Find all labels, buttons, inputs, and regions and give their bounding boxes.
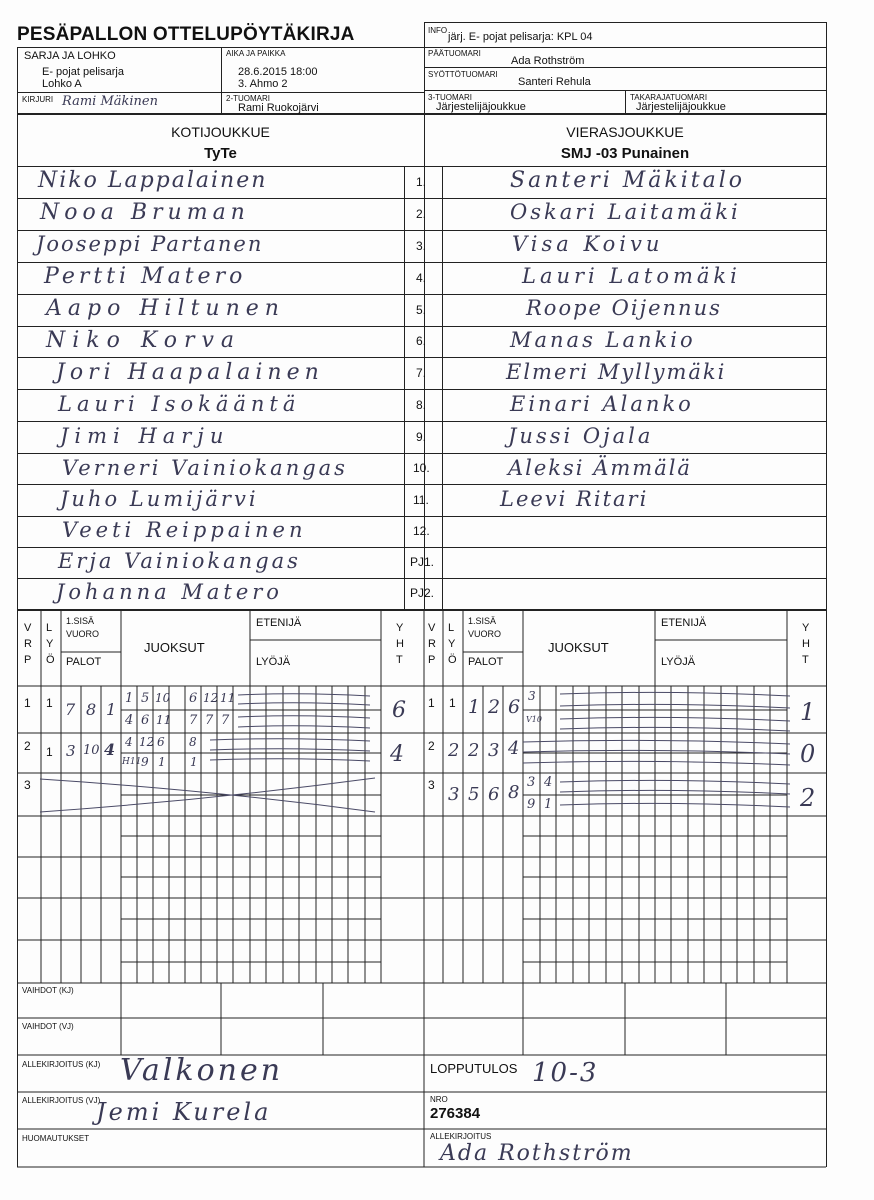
- lyoja-label: LYÖJÄ: [661, 656, 696, 668]
- lyo-letter: Y: [448, 638, 456, 650]
- lopputulos-label: LOPPUTULOS: [430, 1061, 518, 1076]
- tuomari2-value: Rami Ruokojärvi: [238, 102, 319, 114]
- inning-number: 1: [428, 696, 435, 710]
- away-player: Einari Alanko: [510, 392, 694, 416]
- vrp-header: [24, 620, 36, 668]
- away-player: Visa Koivu: [512, 232, 664, 256]
- yht-header: [396, 620, 408, 668]
- juoksut-label: JUOKSUT: [548, 640, 609, 655]
- sarja-value-1: E- pojat pelisarja: [42, 66, 124, 78]
- run-top: 10: [155, 691, 171, 705]
- run-top: 4: [544, 775, 553, 790]
- palo: 10: [83, 743, 100, 758]
- run-top: 5: [141, 691, 150, 706]
- huomautukset-label: HUOMAUTUKSET: [22, 1134, 90, 1143]
- run-bottom: 7: [205, 713, 214, 728]
- lyo-header: [46, 620, 58, 668]
- palo: 8: [86, 700, 97, 719]
- row-number: 10.: [413, 461, 430, 475]
- allekirjoitus-label: ALLEKIRJOITUS: [430, 1132, 492, 1141]
- lyo-letter: L: [46, 622, 53, 634]
- palo: 6: [508, 696, 521, 718]
- row-number: 7.: [416, 366, 427, 380]
- allekirjoitus-kj-label: ALLEKIRJOITUS (KJ): [22, 1060, 101, 1069]
- row-number: 12.: [413, 524, 430, 538]
- inning-number: 1: [24, 696, 31, 710]
- inning-number: 2: [24, 739, 31, 753]
- inning-number: 3: [428, 778, 435, 792]
- lyo-header: [448, 620, 460, 668]
- inning-total: 2: [800, 784, 816, 812]
- away-player: Manas Lankio: [510, 328, 696, 352]
- lyo-letter: Y: [46, 638, 54, 650]
- away-team-label: VIERASJOUKKUE: [566, 124, 684, 140]
- row-number: PJ1.: [410, 555, 435, 569]
- run-bottom: 1: [190, 755, 198, 769]
- palot-label: PALOT: [66, 656, 102, 668]
- run-bottom: 7: [221, 713, 230, 728]
- run-bottom: 1: [544, 797, 553, 812]
- run-bottom: 4: [125, 713, 134, 728]
- allekirjoitus-vj-label: ALLEKIRJOITUS (VJ): [22, 1096, 101, 1105]
- palo: 5: [468, 784, 480, 805]
- vrp-letter: P: [428, 654, 436, 666]
- row-number: 6.: [416, 334, 427, 348]
- allekirjoitus-vj-signature: Jemi Kurela: [96, 1098, 272, 1126]
- palo: 6: [488, 784, 500, 805]
- yht-letter: H: [802, 638, 810, 650]
- run-top: 6: [157, 735, 165, 749]
- home-player: Nooa Bruman: [40, 200, 250, 225]
- lyo-letter: Ö: [46, 654, 55, 666]
- home-player: Jimi Harju: [60, 424, 230, 448]
- takaraja-value: Järjestelijäjoukkue: [636, 101, 726, 113]
- inning-total: 6: [392, 698, 406, 723]
- kirjuri-label: KIRJURI: [22, 95, 54, 104]
- tuomari3-value: Järjestelijäjoukkue: [436, 101, 526, 113]
- home-player: Niko Korva: [46, 328, 242, 353]
- home-player: Juho Lumijärvi: [60, 487, 259, 511]
- home-player: Jori Haapalainen: [56, 360, 324, 385]
- sisa-label-2: VUORO: [66, 629, 100, 639]
- tuomari2-label: 2-TUOMARI: [226, 94, 270, 103]
- vrp-letter: V: [428, 622, 436, 634]
- run-top: 8: [189, 735, 197, 749]
- run-top: 3: [527, 775, 536, 790]
- inning-total: 4: [390, 742, 404, 767]
- row-number: 11.: [413, 493, 429, 507]
- row-number: 5.: [416, 303, 427, 317]
- vaihdot-kj-label: VAIHDOT (KJ): [22, 986, 74, 995]
- document-title: PESÄPALLON OTTELUPÖYTÄKIRJA: [17, 24, 355, 45]
- inning-total: 0: [800, 740, 816, 768]
- vaihdot-vj-label: VAIHDOT (VJ): [22, 1022, 74, 1031]
- palo: 8: [508, 782, 520, 803]
- takaraja-label: TAKARAJATUOMARI: [630, 93, 708, 102]
- home-player: Jooseppi Partanen: [36, 232, 264, 256]
- palo: 1: [106, 700, 117, 719]
- inning-total: 1: [800, 698, 816, 726]
- home-player: Veeti Reippainen: [62, 518, 307, 542]
- vrp-letter: R: [24, 638, 32, 650]
- palo: 3: [66, 742, 76, 760]
- lopputulos-value: 10-3: [532, 1058, 599, 1088]
- palo: 4: [104, 740, 116, 759]
- home-player: Pertti Matero: [44, 264, 247, 289]
- sarja-value-2: Lohko A: [42, 78, 82, 90]
- row-number: PJ2.: [410, 586, 435, 600]
- vrp-letter: V: [24, 622, 32, 634]
- away-player: Elmeri Myllymäki: [506, 360, 727, 384]
- home-player: Verneri Vainiokangas: [62, 456, 348, 480]
- allekirjoitus-kj-signature: Valkonen: [120, 1053, 284, 1088]
- run-bottom: 7: [189, 713, 198, 728]
- info-label: INFO: [428, 26, 448, 35]
- row-number: 2.: [416, 207, 427, 221]
- sisa-label-1: 1.SISÄ: [66, 616, 95, 626]
- palo: 4: [508, 738, 520, 759]
- sisa-label-1: 1.SISÄ: [468, 616, 497, 626]
- nro-label: NRO: [430, 1095, 448, 1104]
- run-top: 1: [125, 691, 134, 706]
- away-player: Lauri Latomäki: [522, 264, 741, 288]
- home-team-label: KOTIJOUKKUE: [171, 124, 270, 140]
- paatuomari-label: PÄÄTUOMARI: [428, 49, 481, 58]
- etenija-label: ETENIJÄ: [256, 617, 302, 629]
- yht-letter: T: [396, 654, 403, 666]
- syottotuomari-label: SYÖTTÖTUOMARI: [428, 70, 498, 79]
- away-player: Aleksi Ämmälä: [508, 456, 692, 480]
- vrp-letter: P: [24, 654, 32, 666]
- palo: 2: [488, 696, 501, 718]
- home-player: Erja Vainiokangas: [58, 549, 301, 573]
- away-player: Leevi Ritari: [500, 487, 649, 511]
- vrp-letter: R: [428, 638, 436, 650]
- run-top: 11: [220, 691, 236, 705]
- run-top: 4: [125, 735, 133, 749]
- palo: 1: [468, 696, 481, 718]
- row-number: 4.: [416, 271, 427, 285]
- lyo-letter: Ö: [448, 654, 457, 666]
- away-team-name: SMJ -03 Punainen: [560, 145, 690, 162]
- batter-number: 1: [449, 696, 456, 710]
- row-number: 1.: [416, 175, 427, 189]
- aika-value-2: 3. Ahmo 2: [238, 78, 288, 90]
- palo: 3: [488, 740, 500, 761]
- run-bottom: 11: [156, 713, 172, 727]
- run-top: 3: [528, 689, 536, 703]
- home-team-name: TyTe: [204, 145, 237, 162]
- run-top: 12: [203, 691, 219, 705]
- home-player: Niko Lappalainen: [38, 168, 268, 193]
- run-bottom: 6: [141, 713, 150, 728]
- lyo-letter: L: [448, 622, 455, 634]
- row-number: 8.: [416, 398, 427, 412]
- palot-label: PALOT: [468, 656, 504, 668]
- row-number: 9.: [416, 430, 427, 444]
- vrp-header: [428, 620, 440, 668]
- etenija-label: ETENIJÄ: [661, 617, 707, 629]
- syottotuomari-value: Santeri Rehula: [518, 76, 591, 88]
- inning-number: 2: [428, 739, 435, 753]
- sarja-label: SARJA JA LOHKO: [24, 50, 116, 62]
- inning-number: 3: [24, 778, 31, 792]
- batter-number: 2: [448, 740, 460, 761]
- batter-number: 3: [448, 784, 460, 805]
- yht-letter: Y: [396, 622, 404, 634]
- away-player: Jussi Ojala: [508, 424, 654, 448]
- yht-letter: H: [396, 638, 404, 650]
- row-number: 3.: [416, 239, 427, 253]
- yht-header: [802, 620, 814, 668]
- away-player: Santeri Mäkitalo: [510, 168, 746, 193]
- aika-label: AIKA JA PAIKKA: [226, 49, 286, 58]
- away-player: Roope Oijennus: [526, 296, 722, 320]
- kirjuri-value: Rami Mäkinen: [62, 94, 158, 109]
- home-player: Lauri Isokääntä: [58, 392, 301, 416]
- palo: 7: [65, 700, 76, 719]
- home-player: Johanna Matero: [56, 580, 283, 604]
- lyoja-label: LYÖJÄ: [256, 656, 291, 668]
- paatuomari-value: Ada Rothström: [511, 55, 585, 67]
- run-top: 12: [139, 735, 155, 749]
- run-top: 6: [189, 691, 198, 706]
- run-bottom: H11: [122, 757, 142, 767]
- away-player: Oskari Laitamäki: [510, 200, 741, 224]
- run-bottom: 9: [527, 797, 536, 812]
- yht-letter: T: [802, 654, 809, 666]
- batter-number: 1: [46, 745, 53, 759]
- home-player: Aapo Hiltunen: [46, 296, 285, 321]
- tuomari3-label: 3-TUOMARI: [428, 93, 472, 102]
- nro-value: 276384: [430, 1105, 481, 1122]
- yht-letter: Y: [802, 622, 810, 634]
- palo: 2: [468, 740, 480, 761]
- info-value: järj. E- pojat pelisarja: KPL 04: [448, 31, 593, 43]
- batter-number: 1: [46, 696, 53, 710]
- aika-value-1: 28.6.2015 18:00: [238, 66, 318, 78]
- allekirjoitus-signature: Ada Rothström: [440, 1141, 634, 1166]
- run-bottom: V10: [526, 715, 542, 724]
- sisa-label-2: VUORO: [468, 629, 502, 639]
- run-bottom: 1: [158, 755, 166, 769]
- run-bottom: 9: [141, 755, 149, 769]
- juoksut-label: JUOKSUT: [144, 640, 205, 655]
